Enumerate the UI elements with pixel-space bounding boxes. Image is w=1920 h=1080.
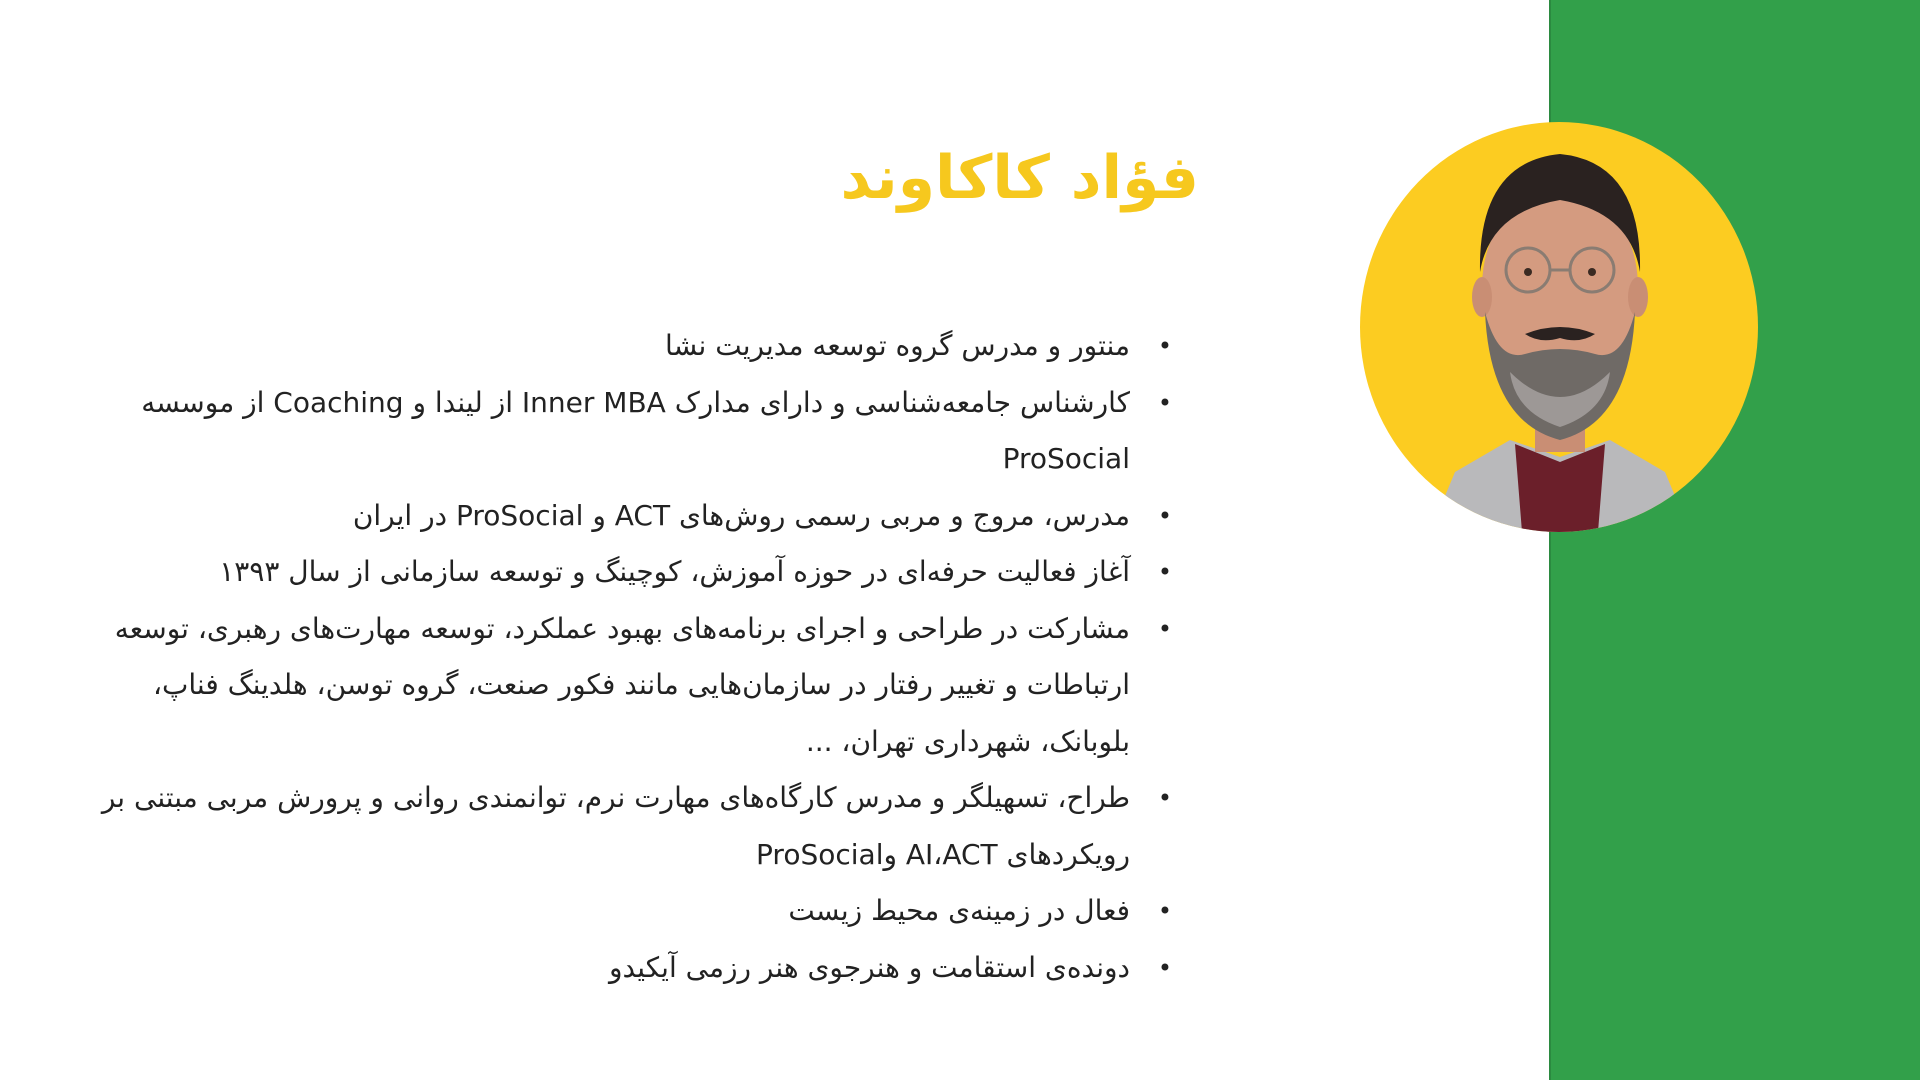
bio-item: • مدرس، مروج و مربی رسمی روش‌های ACT و ProSocial در ایران [100,488,1130,545]
bio-item: • کارشناس جامعه‌شناسی و دارای مدارک Inner MBA از لیندا و Coaching از موسسه ProSocial [100,375,1130,488]
portrait-illustration [1360,122,1758,532]
bio-item: • طراح، تسهیلگر و مدرس کارگاه‌های مهارت نرم، توانمندی روانی و پرورش مربی مبتنی بر رویکردهای AI،ACT وProSocial [100,770,1130,883]
bio-item: • منتور و مدرس گروه توسعه مدیریت نشا [100,318,1130,375]
bio-item: • فعال در زمینه‌ی محیط زیست [100,883,1130,940]
bio-item: • آغاز فعالیت حرفه‌ای در حوزه آموزش، کوچینگ و توسعه سازمانی از سال ۱۳۹۳ [100,544,1130,601]
profile-photo [1360,122,1758,532]
bio-item: • دونده‌ی استقامت و هنرجوی هنر رزمی آیکیدو [100,940,1130,997]
bio-list [100,318,1172,996]
bio-item: • مشارکت در طراحی و اجرای برنامه‌های بهبود عملکرد، توسعه مهارت‌های رهبری، توسعه ارتباطات و تغییر رفتار در سازمان‌هایی مانند فکور صنعت، گروه توسن، هلدینگ فناپ، بلوبانک، شهرداری تهران، ... [100,601,1130,771]
profile-name: فؤاد کاکاوند [840,143,1199,213]
